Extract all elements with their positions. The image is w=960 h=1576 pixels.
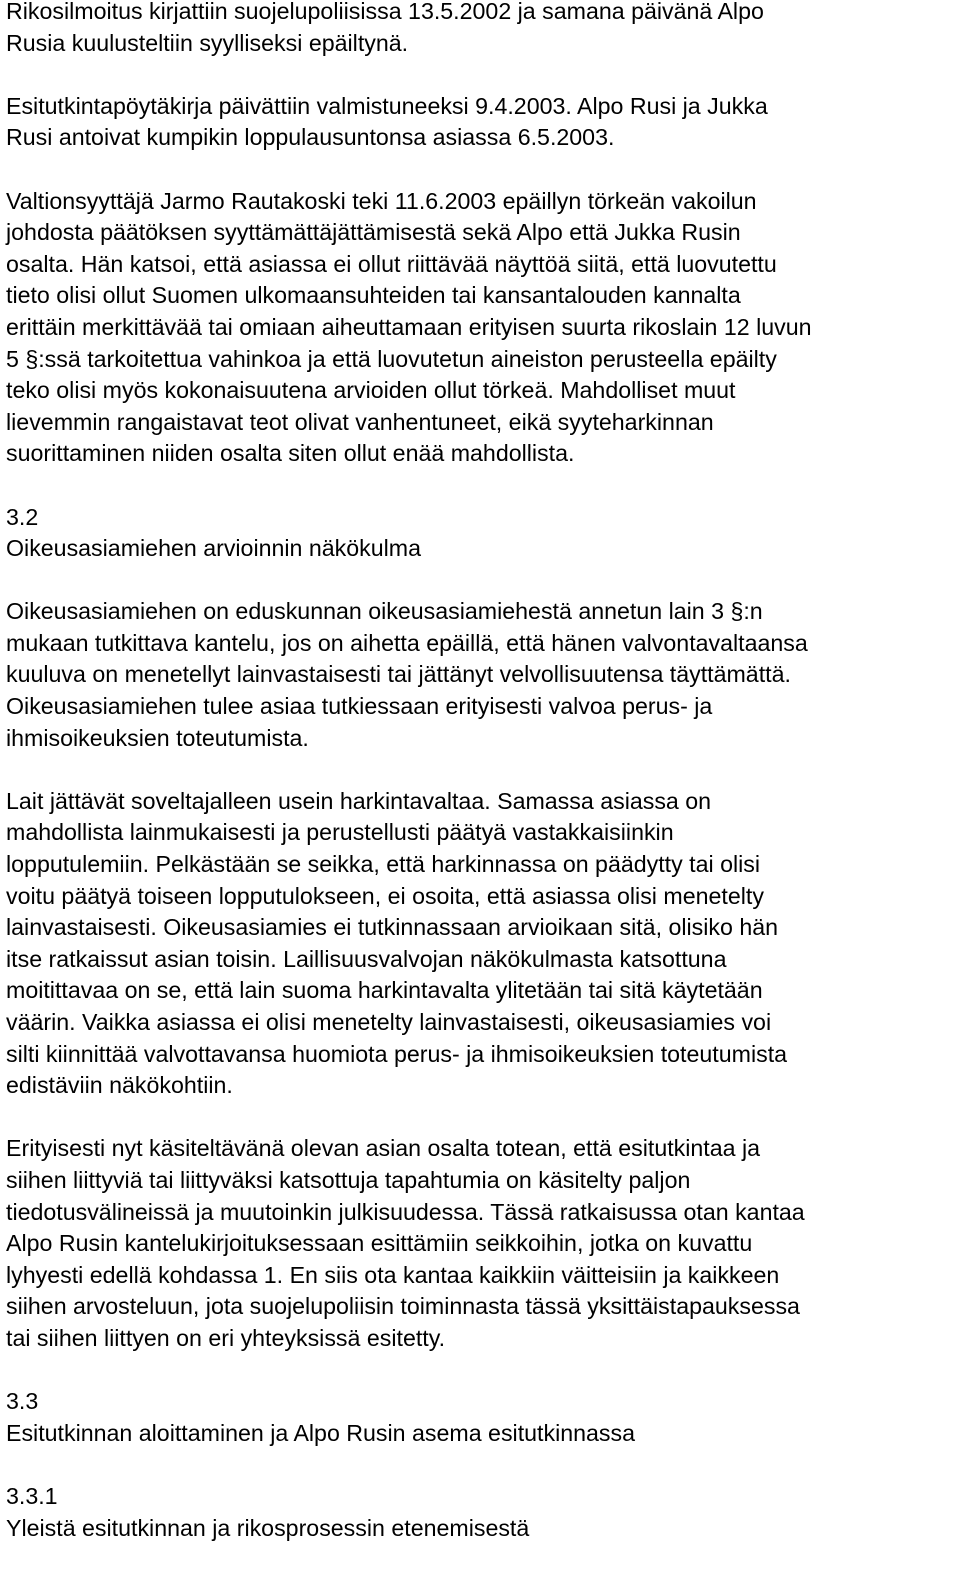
text-line: tieto olisi ollut Suomen ulkomaansuhteiden tai kansantalouden kannalta — [6, 282, 741, 309]
text-line: lopputulemiin. Pelkästään se seikka, että harkinnassa on päädytty tai olisi — [6, 851, 761, 878]
text-line: Rusi antoivat kumpikin loppulausuntonsa asiassa 6.5.2003. — [6, 124, 615, 151]
text-line: Lait jättävät soveltajalleen usein harkintavaltaa. Samassa asiassa on — [6, 787, 712, 814]
section-number: 3.3.1 — [6, 1482, 58, 1509]
text-line: mahdollista lainmukaisesti ja perustellusti päätyä vastakkaisiinkin — [6, 819, 674, 846]
text-line: Esitutkintapöytäkirja päivättiin valmistuneeksi 9.4.2003. Alpo Rusi ja Jukka — [6, 92, 768, 119]
text-line: osalta. Hän katsoi, että asiassa ei ollut riittävää näyttöä siitä, että luovutettu — [6, 250, 777, 277]
text-line: lyhyesti edellä kohdassa 1. En siis ota kantaa kaikkiin väitteisiin ja kaikkeen — [6, 1261, 780, 1288]
section-heading-3-3-1 — [6, 1481, 954, 1544]
text-line: tai siihen liittyen on eri yhteyksissä esitetty. — [6, 1324, 446, 1351]
text-line: lainvastaisesti. Oikeusasiamies ei tutkinnassaan arvioikaan sitä, olisiko hän — [6, 914, 779, 941]
text-line: ihmisoikeuksien toteutumista. — [6, 724, 309, 751]
text-line: väärin. Vaikka asiassa ei olisi menetelty lainvastaisesti, oikeusasiamies voi — [6, 1009, 772, 1035]
text-line: Rusia kuulusteltiin syylliseksi epäiltynä. — [6, 29, 409, 56]
paragraph-report-registered — [6, 0, 954, 59]
paragraph-discretion — [6, 786, 954, 1102]
paragraph-scope-of-decision — [6, 1133, 954, 1354]
text-line: suorittaminen niiden osalta siten ollut enää mahdollista. — [6, 440, 575, 467]
section-title: Esitutkinnan aloittaminen ja Alpo Rusin asema esitutkinnassa — [6, 1419, 635, 1446]
paragraph-ombudsman-duty — [6, 596, 954, 754]
section-title: Yleistä esitutkinnan ja rikosprosessin etenemisestä — [6, 1514, 530, 1541]
text-line: Oikeusasiamiehen tulee asiaa tutkiessaan erityisesti valvoa perus- ja — [6, 693, 713, 720]
text-line: Valtionsyyttäjä Jarmo Rautakoski teki 11.6.2003 epäillyn törkeän vakoilun — [6, 187, 757, 214]
text-line: lievemmin rangaistavat teot olivat vanhentuneet, eikä syyteharkinnan — [6, 408, 714, 435]
text-line: teko olisi myös kokonaisuutena arvioiden ollut törkeä. Mahdolliset muut — [6, 377, 736, 404]
text-line: silti kiinnittää valvottavansa huomiota perus- ja ihmisoikeuksien toteutumista — [6, 1040, 788, 1067]
text-line: Alpo Rusin kantelukirjoituksessaan esittämiin seikkoihin, jotka on kuvattu — [6, 1230, 753, 1257]
text-line: moitittavaa on se, että lain suoma harkintavalta ylitetään tai sitä käytetään — [6, 977, 763, 1004]
section-number: 3.2 — [6, 503, 39, 530]
section-heading-3-2 — [6, 502, 954, 565]
text-line: erittäin merkittävää tai omiaan aiheuttamaan erityisen suurta rikoslain 12 luvun — [6, 313, 812, 340]
text-line: kuuluva on menetellyt lainvastaisesti tai jättänyt velvollisuutensa täyttämättä. — [6, 661, 791, 688]
section-title: Oikeusasiamiehen arvioinnin näkökulma — [6, 535, 422, 562]
text-line: Erityisesti nyt käsiteltävänä olevan asian osalta totean, että esitutkintaa ja — [6, 1135, 761, 1162]
paragraph-prosecutor-decision — [6, 186, 954, 470]
text-line: 5 §:ssä tarkoitettua vahinkoa ja että luovutetun aineiston perusteella epäilty — [6, 345, 777, 372]
text-line: Rikosilmoitus kirjattiin suojelupoliisissa 13.5.2002 ja samana päivänä Alpo — [6, 0, 764, 24]
text-line: itse ratkaissut asian toisin. Laillisuusvalvojan näkökulmasta katsottuna — [6, 945, 727, 972]
section-heading-3-3 — [6, 1386, 954, 1449]
text-line: edistäviin näkökohtiin. — [6, 1072, 233, 1099]
text-line: siihen liittyviä tai liittyväksi katsottuja tapahtumia on käsitelty paljon — [6, 1166, 691, 1193]
text-line: Oikeusasiamiehen on eduskunnan oikeusasiamiehestä annetun lain 3 §:n — [6, 598, 763, 625]
text-line: mukaan tutkittava kantelu, jos on aihetta epäillä, että hänen valvontavaltaansa — [6, 629, 808, 656]
document-page — [6, 0, 954, 1576]
paragraph-protocol-dated — [6, 91, 954, 154]
text-line: voitu päätyä toiseen lopputulokseen, ei osoita, että asiassa olisi menetelty — [6, 882, 764, 909]
text-line: tiedotusvälineissä ja muutoinkin julkisuudessa. Tässä ratkaisussa otan kantaa — [6, 1198, 805, 1225]
text-line: johdosta päätöksen syyttämättäjättämisestä sekä Alpo että Jukka Rusin — [6, 219, 741, 246]
text-line: siihen arvosteluun, jota suojelupoliisin toiminnasta tässä yksittäistapauksessa — [6, 1293, 800, 1320]
section-number: 3.3 — [6, 1388, 39, 1415]
